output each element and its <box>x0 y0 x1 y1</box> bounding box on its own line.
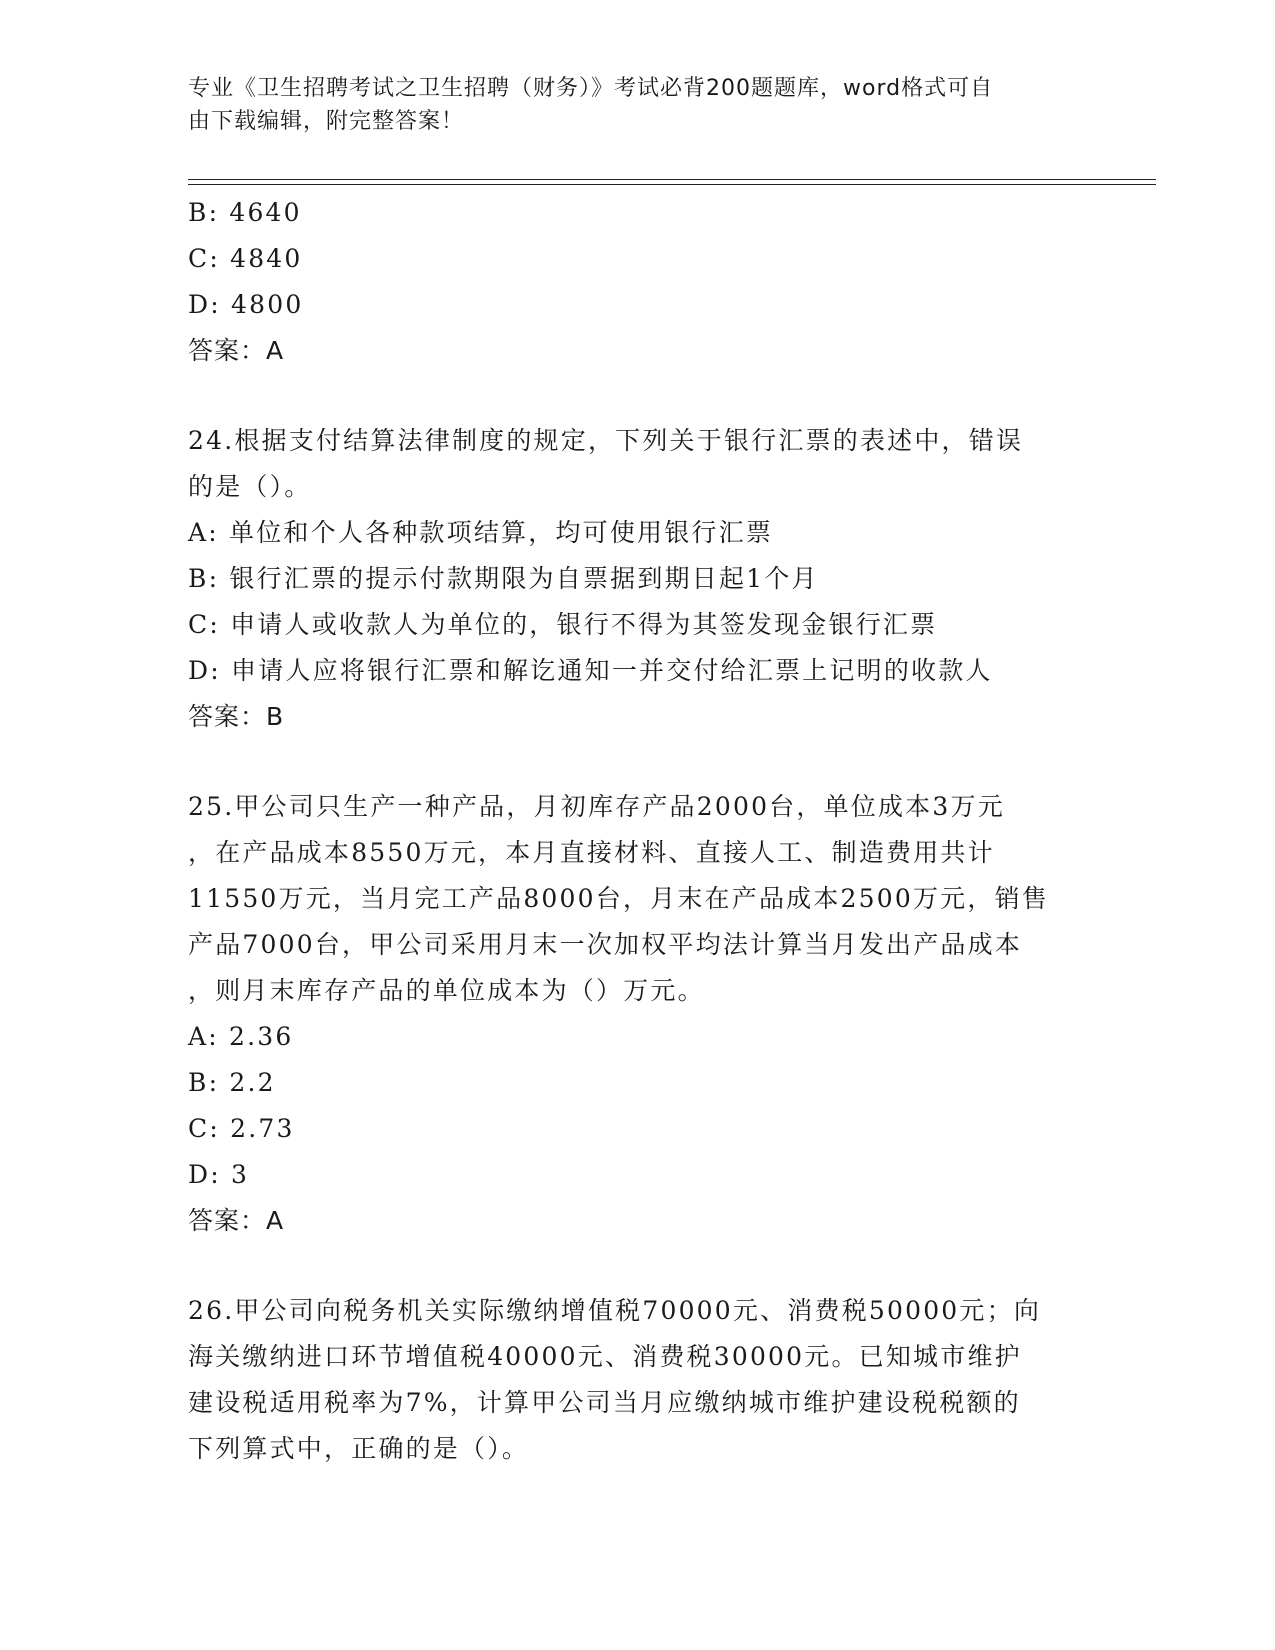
option-c: C: 申请人或收款人为单位的，银行不得为其签发现金银行汇票 <box>188 610 938 639</box>
option-d: D: 4800 <box>188 290 304 319</box>
document-body <box>188 190 1088 1472</box>
question-stem-line: 25.甲公司只生产一种产品，月初库存产品2000台，单位成本3万元 <box>188 792 1005 821</box>
question-stem-line: 海关缴纳进口环节增值税40000元、消费税30000元。已知城市维护 <box>188 1342 1022 1371</box>
page-header <box>188 72 1088 138</box>
question-25 <box>188 784 1088 1244</box>
spacer <box>188 740 1088 784</box>
option-c: C: 2.73 <box>188 1114 295 1143</box>
header-line-1: 专业《卫生招聘考试之卫生招聘（财务）》考试必背200题题库，word格式可自 <box>188 76 994 101</box>
option-d: D: 3 <box>188 1160 250 1189</box>
answer-line: 答案：B <box>188 702 285 731</box>
option-b: B: 2.2 <box>188 1068 276 1097</box>
question-23-tail <box>188 190 1088 374</box>
option-d: D: 申请人应将银行汇票和解讫通知一并交付给汇票上记明的收款人 <box>188 656 993 685</box>
question-24 <box>188 418 1088 740</box>
option-b: B: 4640 <box>188 198 302 227</box>
question-stem-line: ，则月末库存产品的单位成本为（）万元。 <box>188 976 705 1005</box>
option-a: A: 2.36 <box>188 1022 294 1051</box>
question-stem-line: 24.根据支付结算法律制度的规定，下列关于银行汇票的表述中，错误 <box>188 426 1024 455</box>
answer-line: 答案：A <box>188 1206 285 1235</box>
spacer <box>188 374 1088 418</box>
spacer <box>188 1244 1088 1288</box>
question-26 <box>188 1288 1088 1472</box>
header-line-2: 由下载编辑，附完整答案！ <box>188 109 465 134</box>
question-stem-line: 产品7000台，甲公司采用月末一次加权平均法计算当月发出产品成本 <box>188 930 1023 959</box>
answer-line: 答案：A <box>188 336 285 365</box>
question-stem-line: 26.甲公司向税务机关实际缴纳增值税70000元、消费税50000元；向 <box>188 1296 1042 1325</box>
option-a: A: 单位和个人各种款项结算，均可使用银行汇票 <box>188 518 774 547</box>
question-stem-line: 建设税适用税率为7%，计算甲公司当月应缴纳城市维护建设税税额的 <box>188 1388 1021 1417</box>
question-stem-line: 下列算式中，正确的是（）。 <box>188 1434 530 1463</box>
header-divider-top <box>188 179 1156 180</box>
question-stem-line: 的是（）。 <box>188 472 312 501</box>
option-b: B: 银行汇票的提示付款期限为自票据到期日起1个月 <box>188 564 819 593</box>
option-c: C: 4840 <box>188 244 303 273</box>
question-stem-line: 11550万元，当月完工产品8000台，月末在产品成本2500万元，销售 <box>188 884 1049 913</box>
question-stem-line: ，在产品成本8550万元，本月直接材料、直接人工、制造费用共计 <box>188 838 995 867</box>
header-divider-bottom <box>188 184 1156 185</box>
